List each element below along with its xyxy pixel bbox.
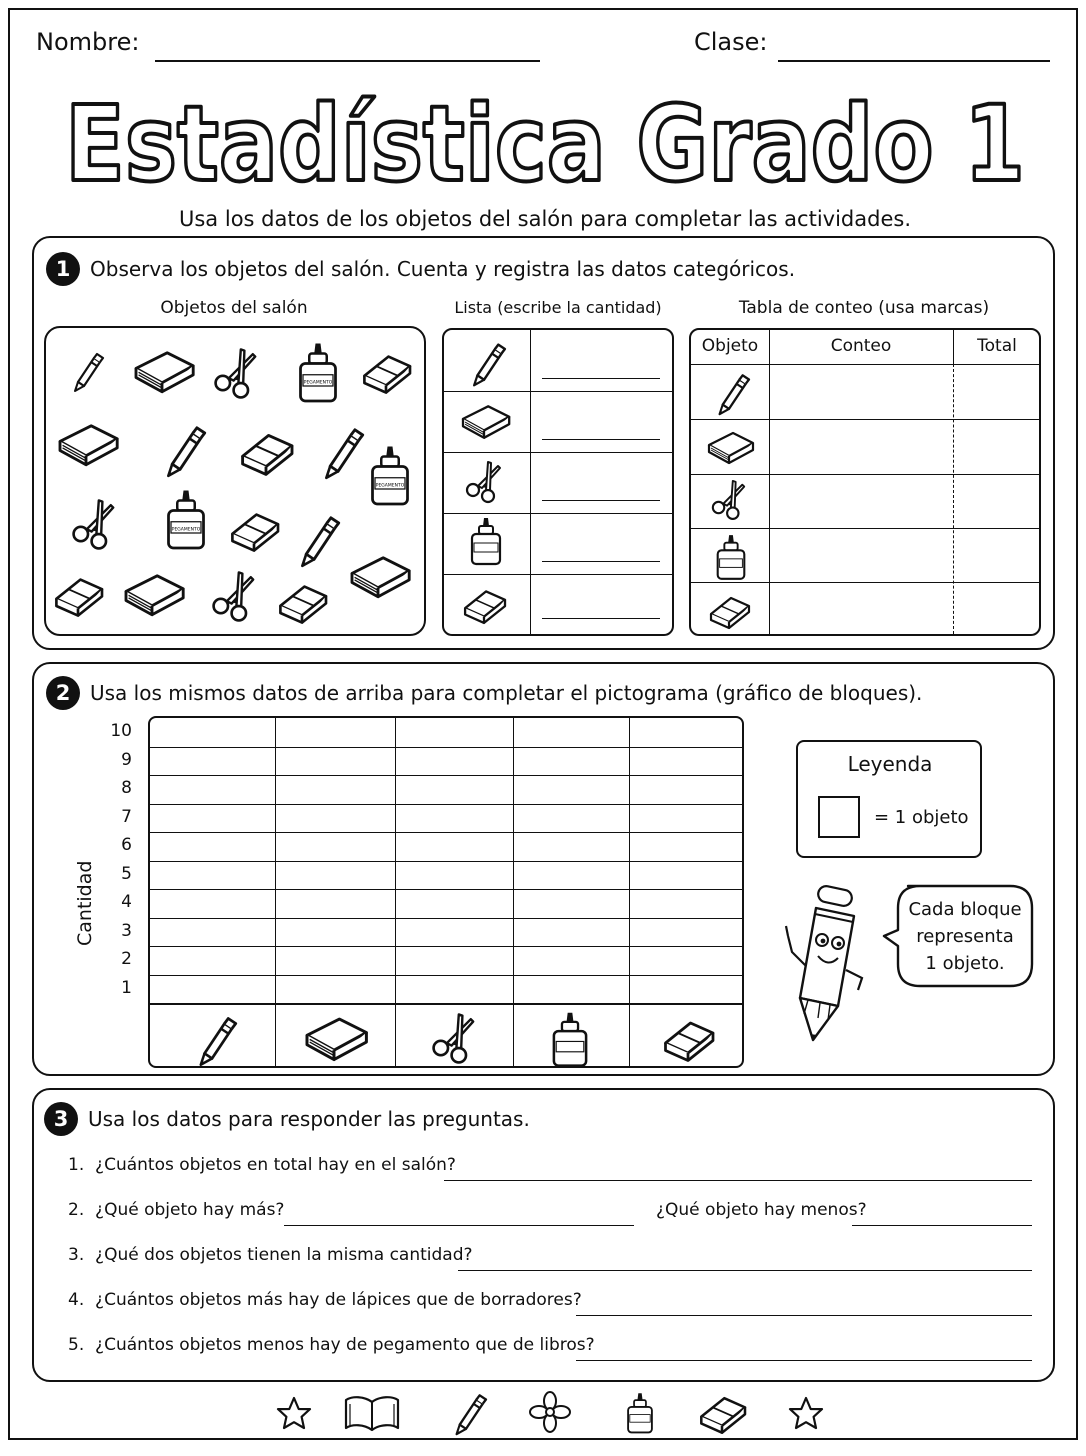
section-2-title: Usa los mismos datos de arriba para completar el pictograma (gráfico de bloques). [90,681,923,705]
tally-col-total: Total [977,336,1017,356]
glue-icon [628,1393,652,1432]
glue-icon [472,518,500,564]
eraser-icon [364,357,410,393]
count-list-table [442,328,674,636]
book-icon [307,1019,366,1060]
y-tick-label: 8 [121,778,132,798]
page-title [10,82,1080,205]
eraser-icon [701,1398,745,1433]
question-1: 1. ¿Cuántos objetos en total hay en el salón? [68,1155,456,1175]
y-tick-label: 7 [121,806,132,827]
glue-icon [301,344,336,402]
scissors-icon [467,462,500,502]
pencil-icon [474,345,505,386]
class-field[interactable] [778,60,1050,62]
star-icon [278,1398,310,1428]
legend-title: Leyenda [847,752,933,776]
count-field-pencil[interactable] [542,378,660,379]
book-icon [352,558,409,597]
book-icon [463,406,509,438]
pencil-icon [302,518,338,566]
name-field[interactable] [155,60,540,62]
tally-col-count: Conteo [830,336,892,356]
answer-field-5[interactable] [576,1360,1032,1361]
eraser-icon [666,1023,714,1061]
section-1 [32,236,1055,650]
glue-icon [554,1013,586,1066]
open-book-icon [346,1397,398,1430]
eraser-icon [243,435,292,474]
book-icon [126,576,183,615]
scissors-icon [216,349,256,397]
section-2 [32,662,1055,1076]
worksheet-page [8,8,1078,1440]
scissors-icon [434,1014,474,1062]
y-tick-label: 2 [121,949,132,969]
flower-icon [530,1392,570,1432]
glue-icon [169,491,204,549]
book-icon [136,353,193,392]
eraser-icon [280,587,326,623]
section-3-number: 3 [44,1102,78,1136]
section-1-title: Observa los objetos del salón. Cuenta y registra las datos categóricos. [90,257,796,281]
book-icon [60,426,117,465]
speech-bubble-text: Cada bloque representa 1 objeto. [908,899,1022,974]
answer-field-2b[interactable] [852,1225,1032,1226]
pencil-icon [75,354,103,391]
count-field-eraser[interactable] [542,618,660,619]
pencil-icon [326,430,362,478]
question-5: 5. ¿Cuántos objetos menos hay de pegamento que de libros? [68,1335,595,1355]
book-icon [709,433,753,463]
pencil-icon [201,1019,236,1065]
svg-text:PEGAMENTO: PEGAMENTO [171,527,201,533]
name-label: Nombre: [36,28,140,56]
question-2a: 2. ¿Qué objeto hay más? [68,1200,285,1220]
pencil-icon [457,1395,486,1434]
pictograph-category-icons [150,718,744,1068]
eraser-icon [465,591,505,623]
tally-table [689,328,1041,636]
question-3: 3. ¿Qué dos objetos tienen la misma cantidad? [68,1245,473,1265]
list-heading: Lista (escribe la cantidad) [454,298,662,317]
pencil-icon [720,375,749,414]
section-1-number: 1 [46,252,80,286]
scissors-icon [713,481,744,519]
page-title-text: Estadística Grado 1 [65,83,1025,205]
pictograph-grid [148,716,744,1068]
classroom-objects-illustration [44,326,426,636]
eraser-icon [711,598,749,628]
count-field-book[interactable] [542,439,660,440]
y-tick-label: 3 [121,920,132,941]
pencil-mascot-icon [778,878,888,1048]
section-3-title: Usa los datos para responder las preguntas. [88,1107,530,1131]
count-field-scissors[interactable] [542,500,660,501]
glue-icon [718,535,745,579]
tally-row-icons [691,330,769,636]
count-field-glue[interactable] [542,561,660,562]
eraser-icon [232,515,278,551]
footer-decoration [260,1390,830,1434]
y-axis-label: Cantidad [74,860,96,946]
list-row-icons [444,330,530,636]
answer-field-3[interactable] [458,1270,1032,1271]
y-tick-label: 6 [121,835,132,855]
class-label: Clase: [694,28,768,56]
section-2-number: 2 [46,676,80,710]
y-tick-label: 10 [110,721,132,741]
svg-text:PEGAMENTO: PEGAMENTO [375,483,405,489]
tally-heading: Tabla de conteo (usa marcas) [738,298,990,318]
answer-field-2a[interactable] [284,1225,634,1226]
question-2b: ¿Qué objeto hay menos? [656,1200,867,1220]
scissors-icon [214,572,254,620]
star-icon [790,1398,822,1428]
pencil-icon [168,428,204,476]
answer-field-4[interactable] [576,1315,1032,1316]
glue-icon [373,447,408,505]
answer-field-1[interactable] [444,1180,1032,1181]
y-tick-label: 9 [121,749,132,770]
question-4: 4. ¿Cuántos objetos más hay de lápices que de borradores? [68,1290,582,1310]
scissors-icon [74,500,114,548]
legend-text: = 1 objeto [874,807,969,828]
y-tick-label: 1 [121,977,132,998]
page-subtitle: Usa los datos de los objetos del salón para completar las actividades. [179,207,911,231]
section-3 [32,1088,1055,1382]
eraser-icon [56,580,102,616]
y-tick-label: 5 [121,863,132,884]
y-tick-label: 4 [121,892,132,912]
legend-box [796,740,982,858]
objects-heading: Objetos del salón [160,298,308,318]
tally-col-object: Objeto [701,336,759,356]
svg-text:PEGAMENTO: PEGAMENTO [303,380,333,386]
classroom-objects-box [44,326,426,636]
legend-block-square [818,796,860,838]
